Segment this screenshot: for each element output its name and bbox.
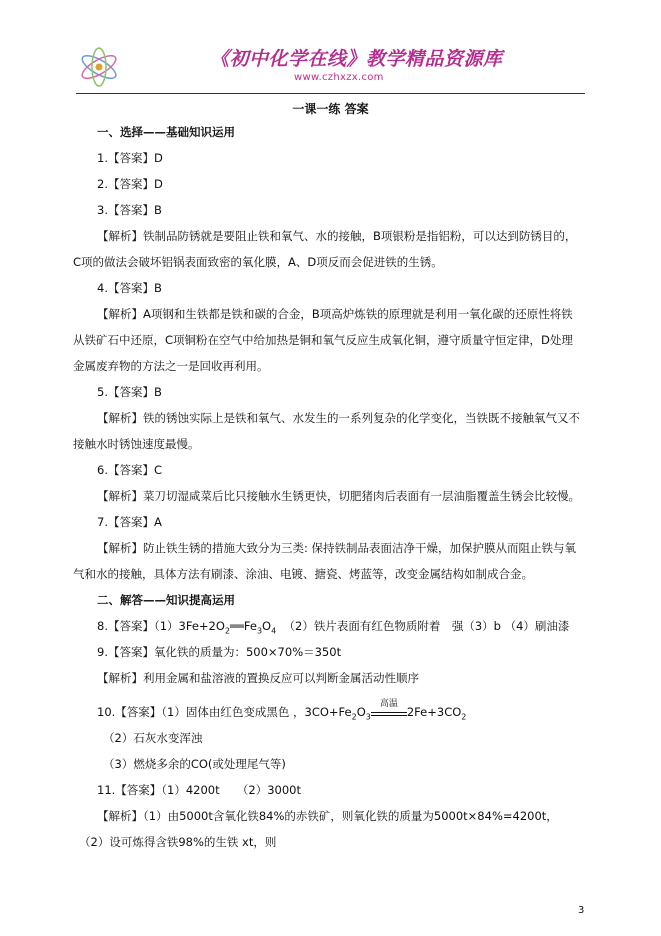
answer-8 [97, 618, 569, 639]
answer-10-sub-1: 2 [351, 712, 357, 722]
answer-8-oxygen: O [262, 619, 272, 633]
answer-8-sub-3: 4 [271, 626, 277, 636]
explanation-5-line-1: 【解析】铁的锈蚀实际上是铁和氧气、水发生的一系列复杂的化学变化，当铁既不接触氧气又不 [97, 411, 580, 425]
answer-3: 3.【答案】B [97, 203, 162, 217]
answer-7: 7.【答案】A [97, 515, 162, 529]
explanation-7-line-1: 【解析】防止铁生锈的措施大致分为三类: 保持铁制品表面洁净干燥，加保护膜从而阻止铁与氧 [97, 541, 577, 555]
section-2-title: 二、解答——知识提高运用 [97, 593, 235, 607]
explanation-5-line-2: 接触水时锈蚀速度最慢。 [73, 437, 200, 451]
answer-8-sub-2: 3 [256, 626, 263, 636]
document-title: 一课一练 答案 [292, 102, 369, 116]
answer-8-suffix: （2）铁片表面有红色物质附着 强（3）b （4）刷油漆 [283, 619, 570, 633]
answer-2: 2.【答案】D [97, 177, 163, 191]
section-1-title: 一、选择——基础知识运用 [97, 125, 235, 139]
atom-logo-icon [78, 46, 120, 88]
answer-10-part-1 [97, 698, 467, 725]
answer-11: 11.【答案】（1）4200t （2）3000t [97, 783, 301, 797]
explanation-3-line-1: 【解析】铁制品防锈就是要阻止铁和氧气、水的接触，B项银粉是指铝粉，可以达到防锈目的， [97, 229, 577, 243]
page-number: 3 [578, 905, 585, 916]
answer-10-part-3: （3）燃烧多余的CO(或处理尾气等) [103, 757, 286, 771]
header-divider [76, 93, 585, 94]
explanation-3-line-2: C项的做法会破坏铝锅表面致密的氧化膜，A、D项反而会促进铁的生锈。 [73, 255, 443, 269]
banner-title: 《初中化学在线》教学精品资源库 [210, 48, 503, 70]
answer-10-sub-2: 3 [365, 712, 371, 722]
answer-10-products: 2Fe+3CO [406, 705, 462, 719]
answer-8-prefix: 8.【答案】（1）3Fe+2O [97, 619, 225, 633]
answer-10-oxygen: O [356, 705, 366, 719]
answer-10-prefix: 10.【答案】（1）固体由红色变成黑色 ，3CO+Fe [97, 705, 352, 719]
answer-6: 6.【答案】C [97, 463, 163, 477]
reaction-condition: 高温 [379, 698, 398, 709]
answer-8-equation: ══Fe [230, 619, 257, 633]
answer-1: 1.【答案】D [97, 151, 163, 165]
header-banner [78, 32, 585, 92]
explanation-11-line-1: 【解析】（1）由5000t含氧化铁84%的赤铁矿，则氧化铁的质量为5000t×84%=4200t， [97, 809, 558, 823]
answer-4: 4.【答案】B [97, 281, 162, 295]
explanation-11-line-2: （2）设可炼得含铁98%的生铁 xt，则 [79, 835, 277, 849]
answer-8-sub-1: 2 [224, 626, 231, 636]
explanation-4-line-2: 从铁矿石中还原，C项铜粉在空气中给加热是铜和氧气反应生成氧化铜，遵守质量守恒定律，D处理 [73, 333, 573, 347]
answer-10-sub-3: 2 [461, 712, 467, 722]
explanation-6-line-1: 【解析】菜刀切湿咸菜后比只接触水生锈更快，切肥猪肉后表面有一层油脂覆盖生锈会比较慢。 [97, 489, 580, 503]
answer-10-part-2: （2）石灰水变浑浊 [103, 731, 203, 745]
explanation-9: 【解析】利用金属和盐溶液的置换反应可以判断金属活动性顺序 [97, 671, 419, 685]
answer-5: 5.【答案】B [97, 385, 162, 399]
explanation-4-line-1: 【解析】A项钢和生铁都是铁和碳的合金，B项高炉炼铁的原理就是利用一氧化碳的还原性将铁 [97, 307, 573, 321]
reaction-arrow [371, 698, 407, 716]
answer-9: 9.【答案】氧化铁的质量为：500×70%＝350t [97, 645, 342, 659]
banner-url: www.czhxzx.com [294, 72, 384, 83]
explanation-7-line-2: 气和水的接触，具体方法有刷漆、涂油、电镀、搪瓷、烤蓝等，改变金属结构如制成合金。 [73, 567, 533, 581]
explanation-4-line-3: 金属废弃物的方法之一是回收再利用。 [73, 359, 269, 373]
